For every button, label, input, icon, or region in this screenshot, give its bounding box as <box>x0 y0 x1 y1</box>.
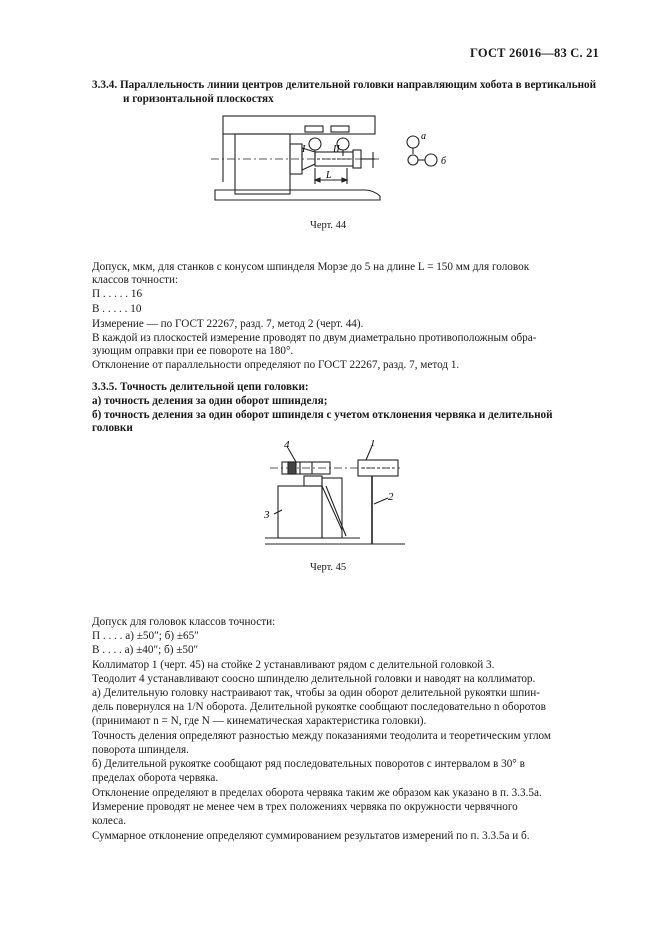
indicator-i <box>309 138 321 150</box>
label-4: 4 <box>284 440 290 451</box>
tolerance-class-v: В . . . . . 10 <box>92 303 142 315</box>
each-plane-line-2: зующим оправки при ее повороте на 180°. <box>92 345 294 357</box>
figure-44 <box>205 112 465 212</box>
label-l: L <box>326 170 332 181</box>
label-ii: II <box>333 144 340 155</box>
method-line-12: колеса. <box>92 815 127 827</box>
indicator-b <box>425 154 437 166</box>
page-header: ГОСТ 26016—83 С. 21 <box>470 46 599 60</box>
dividing-head <box>278 486 322 538</box>
method-line-3: а) Делительную головку настраивают так, чтобы за один оборот делительной рукоятки шпин- <box>92 687 540 699</box>
overarm <box>223 116 375 134</box>
method-line-10: Отклонение определяют в пределах оборота червяка таким же образом как указано в п. 3.3.5а. <box>92 787 542 799</box>
section-3-3-5-a: а) точность деления за один оборот шпинделя; <box>92 395 328 407</box>
deviation-line: Отклонение от параллельности определяют по ГОСТ 22267, разд. 7, метод 1. <box>92 359 460 371</box>
section-3-3-5-b-line-1: б) точность деления за один оборот шпинделя с учетом отклонения червяка и делительной <box>92 409 553 421</box>
title-line-1: Параллельность линии центров делительной головки направляющим хобота в вертикальной <box>119 79 597 91</box>
method-line-9: пределах оборота червяка. <box>92 772 219 784</box>
label-i: I <box>302 144 306 155</box>
tolerance2-class-v: В . . . . а) ±40″; б) ±50″ <box>92 644 199 656</box>
figure-44-caption: Черт. 44 <box>310 220 347 231</box>
label-a: а <box>421 131 426 142</box>
figure-45 <box>260 440 410 550</box>
method-line-13: Суммарное отклонение определяют суммированием результатов измерений по п. 3.3.5а и б. <box>92 830 530 842</box>
indicator-a <box>407 136 419 148</box>
method-line-8: б) Делительной рукоятке сообщают ряд последовательных поворотов с интервалом в 30° в <box>92 758 525 770</box>
method-line-5: (принимают n = N, где N — кинематическая характеристика головки). <box>92 715 427 727</box>
method-line-11: Измерение проводят не менее чем в трех положениях червяка по окружности червячного <box>92 801 518 813</box>
section-3-3-5-b-line-2: головки <box>92 422 133 434</box>
section-3-3-5-title: 3.3.5. Точность делительной цепи головки: <box>92 381 309 393</box>
label-3: 3 <box>264 509 270 521</box>
label-b: б <box>441 156 447 167</box>
machine-base <box>215 190 380 200</box>
title-line-2: и горизонтальной плоскостях <box>123 93 274 105</box>
tolerance2-intro: Допуск для головок классов точности: <box>92 616 276 628</box>
section-number: 3.3.4. <box>92 79 118 91</box>
tolerance-intro-line-1: Допуск, мкм, для станков с конусом шпинделя Морзе до 5 на длине L = 150 мм для головок <box>92 261 530 273</box>
tolerance-class-p: П . . . . . 16 <box>92 288 143 300</box>
each-plane-line-1: В каждой из плоскостей измерение проводят по двум диаметрально противоположным обра- <box>92 332 537 344</box>
label-2: 2 <box>388 491 394 503</box>
figure-45-caption: Черт. 45 <box>310 562 347 573</box>
tolerance2-class-p: П . . . . а) ±50″; б) ±65″ <box>92 630 199 642</box>
label-1: 1 <box>370 440 376 449</box>
dividing-head-body <box>235 134 290 194</box>
section-3-3-4-title <box>92 78 602 92</box>
tolerance-intro-line-2: классов точности: <box>92 274 179 286</box>
method-line-2: Теодолит 4 устанавливают соосно шпинделю делительной головки и наводят на коллиматор. <box>92 673 536 685</box>
measurement-line: Измерение — по ГОСТ 22267, разд. 7, метод 2 (черт. 44). <box>92 318 364 330</box>
method-line-7: поворота шпинделя. <box>92 744 189 756</box>
method-line-1: Коллиматор 1 (черт. 45) на стойке 2 устанавливают рядом с делительной головкой 3. <box>92 659 495 671</box>
method-line-4: дель повернулся на 1/N оборота. Делительной рукоятке сообщают последовательно n оборотов <box>92 701 546 713</box>
method-line-6: Точность деления определяют разностью между показаниями теодолита и теоретическим углом <box>92 730 552 742</box>
